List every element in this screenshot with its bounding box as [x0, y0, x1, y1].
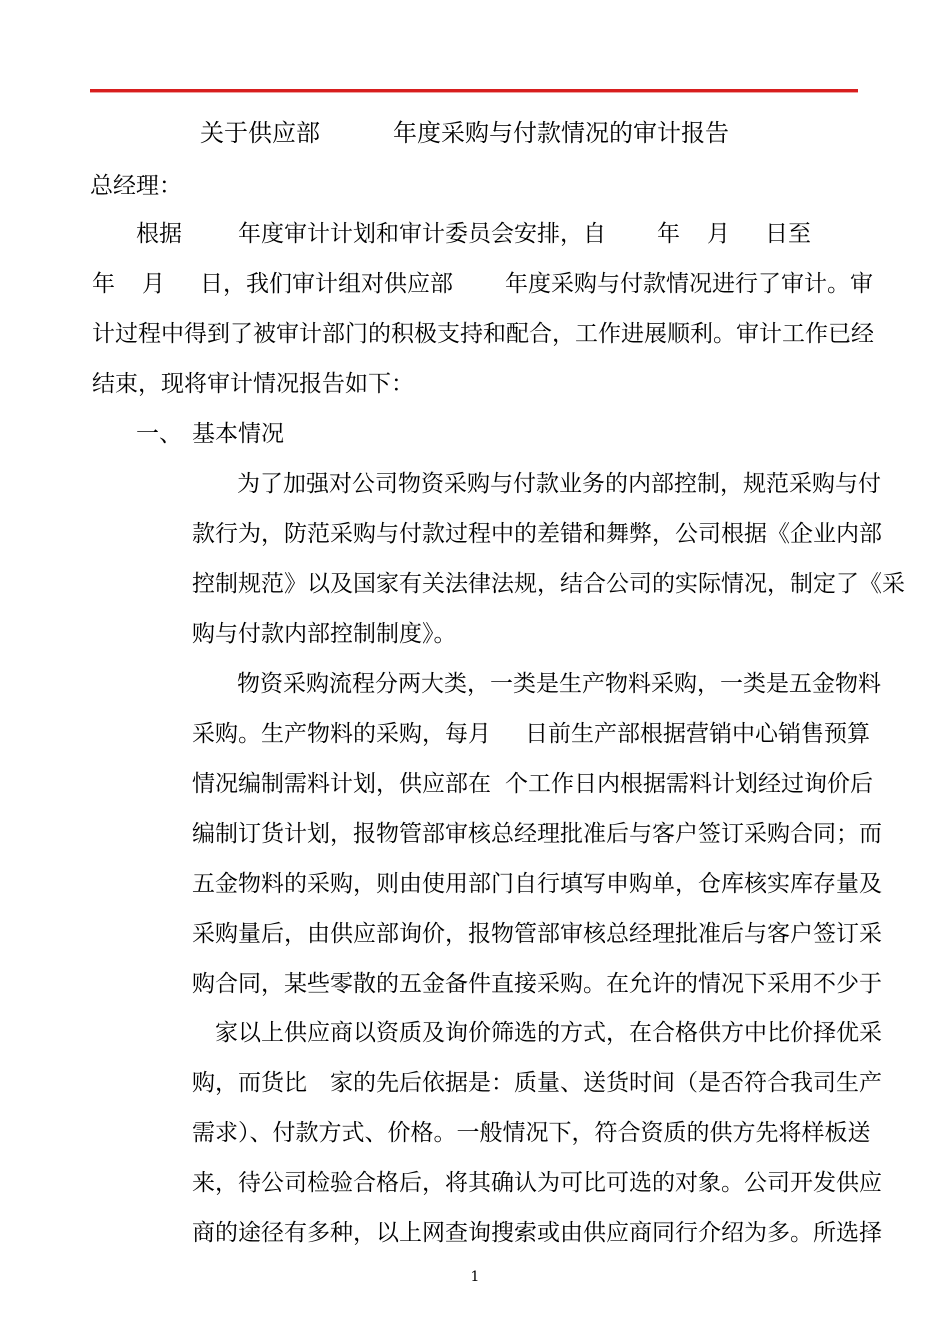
intro-text: 年 [92, 271, 115, 297]
body-text: 采购。生产物料的采购，每月 [192, 721, 491, 747]
salutation: 总经理： [90, 173, 182, 199]
intro-text: 计过程中得到了被审计部门的积极支持和配合，工作进展顺利。审计工作已经 [92, 321, 874, 347]
body-text: 商的途径有多种，以上网查询搜索或由供应商同行介绍为多。所选择 [192, 1220, 882, 1246]
body-text: 购合同，某些零散的五金备件直接采购。在允许的情况下采用不少于 [192, 971, 882, 997]
body-text: 家的先后依据是：质量、送货时间（是否符合我司生产 [330, 1070, 882, 1096]
section-heading: 基本情况 [192, 421, 284, 447]
body-text: 编制订货计划，报物管部审核总经理批准后与客户签订采购合同；而 [192, 821, 882, 847]
body-text: 物资采购流程分两大类，一类是生产物料采购，一类是五金物料 [237, 671, 881, 697]
intro-text: 年度审计计划和审计委员会安排，自 [238, 221, 606, 247]
body-text: 购，而货比 [192, 1070, 307, 1096]
intro-text: 年 [657, 221, 680, 247]
report-title-part1: 关于供应部 [200, 119, 320, 147]
body-text: 日前生产部根据营销中心销售预算 [525, 721, 870, 747]
page-number: 1 [470, 1269, 480, 1285]
body-text: 款行为，防范采购与付款过程中的差错和舞弊，公司根据《企业内部 [192, 521, 882, 547]
intro-text: 根据 [136, 221, 182, 247]
report-title-part2: 年度采购与付款情况的审计报告 [393, 119, 729, 147]
body-text: 五金物料的采购，则由使用部门自行填写申购单，仓库核实库存量及 [192, 871, 882, 897]
intro-text: 日，我们审计组对供应部 [200, 271, 453, 297]
intro-text: 月 [707, 221, 730, 247]
body-text: 为了加强对公司物资采购与付款业务的内部控制，规范采购与付 [237, 471, 881, 497]
intro-text: 月 [142, 271, 165, 297]
body-text: 购与付款内部控制制度》。 [192, 621, 457, 647]
body-text: 采购量后，由供应部询价，报物管部审核总经理批准后与客户签订采 [192, 921, 882, 947]
body-text: 控制规范》以及国家有关法律法规，结合公司的实际情况，制定了《采 [192, 571, 905, 597]
body-text: 来，待公司检验合格后，将其确认为可比可选的对象。公司开发供应 [192, 1170, 882, 1196]
intro-text: 日至 [765, 221, 811, 247]
intro-text: 结束，现将审计情况报告如下： [92, 371, 414, 397]
body-text: 家以上供应商以资质及询价筛选的方式，在合格供方中比价择优采 [215, 1020, 882, 1046]
body-text: 需求）、付款方式、价格。一般情况下，符合资质的供方先将样板送 [192, 1120, 871, 1146]
body-text: 个工作日内根据需料计划经过询价后 [505, 771, 873, 797]
intro-text: 年度采购与付款情况进行了审计。审 [505, 271, 873, 297]
body-text: 情况编制需料计划，供应部在 [192, 771, 491, 797]
section-number: 一、 [136, 421, 182, 447]
header-rule [90, 89, 858, 92]
